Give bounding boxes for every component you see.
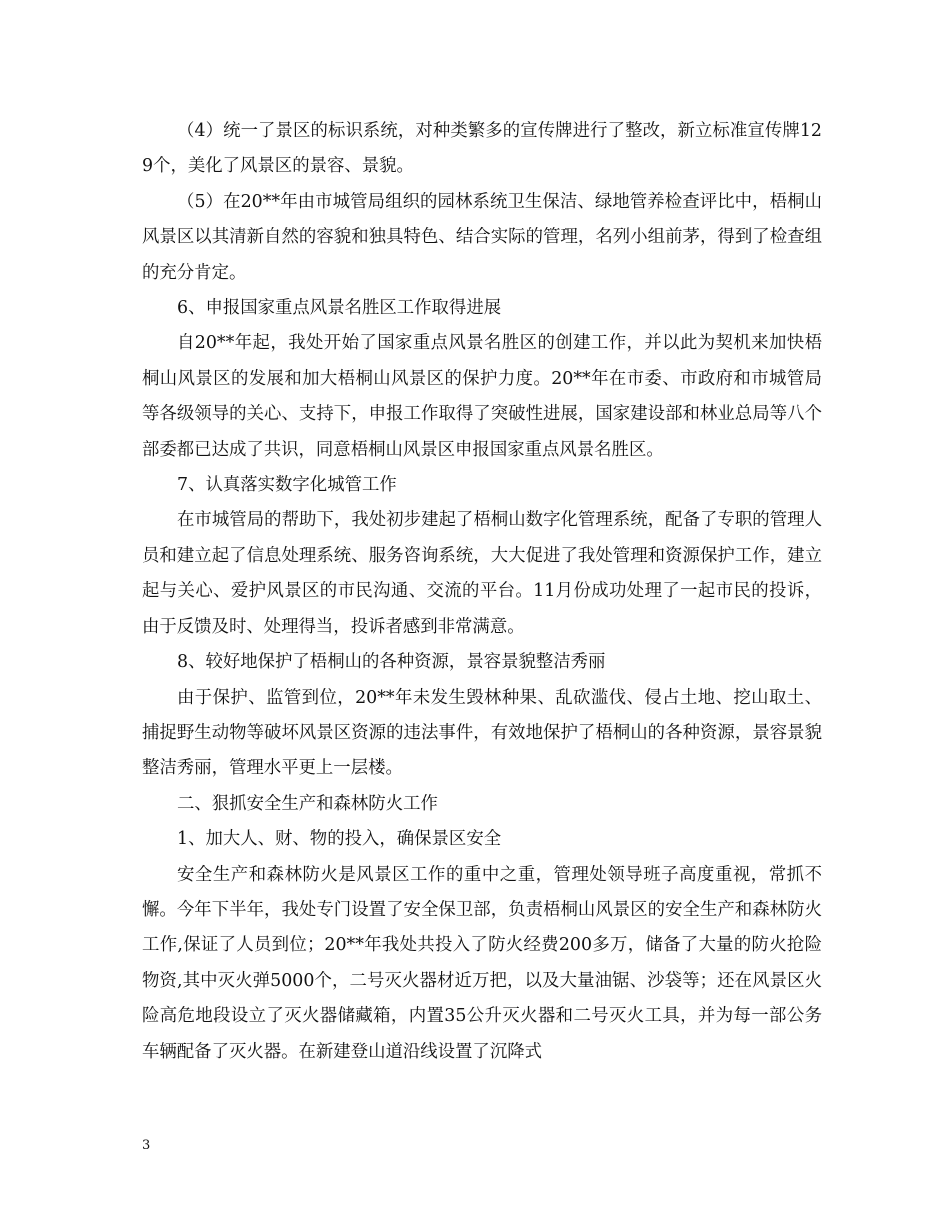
section-heading-6: 6、申报国家重点风景名胜区工作取得进展 xyxy=(177,298,502,319)
paragraph-item-4-signage: （4）统一了景区的标识系统，对种类繁多的宣传牌进行了整改，新立标准宣传牌129个，美化了风景区的景容、景貌。 xyxy=(142,121,822,177)
section-heading-1: 1、加大人、财、物的投入，确保景区安全 xyxy=(177,829,502,850)
chapter-heading-two: 二、狠抓安全生产和森林防火工作 xyxy=(177,793,438,814)
paragraph-digital-management: 在市城管局的帮助下，我处初步建起了梧桐山数字化管理系统，配备了专职的管理人员和建立起了信息处理系统、服务咨询系统，大大促进了我处管理和资源保护工作，建立起与关心、爱护风景区的市民沟通、交流的平台。11月份成功处理了一起市民的投诉，由于反馈及时、处理得当，投诉者感到非常满意。 xyxy=(142,510,822,637)
page-number: 3 xyxy=(142,1138,151,1153)
section-heading-8: 8、较好地保护了梧桐山的各种资源，景容景貌整洁秀丽 xyxy=(177,652,606,673)
document-body xyxy=(142,114,822,1070)
paragraph-fire-safety: 安全生产和森林防火是风景区工作的重中之重，管理处领导班子高度重视，常抓不懈。今年下半年，我处专门设置了安全保卫部，负责梧桐山风景区的安全生产和森林防火工作,保证了人员到位；20**年我处共投入了防火经费200多万，储备了大量的防火抢险物资,其中灭火弹5000个，二号灭火器材近万把，以及大量油锯、沙袋等；还在风景区火险高危地段设立了灭火器储藏箱，内置35公升灭火器和二号灭火工具，并为每一部公务车辆配备了灭火器。在新建登山道沿线设置了沉降式 xyxy=(142,864,822,1062)
paragraph-item-5-evaluation: （5）在20**年由市城管局组织的园林系统卫生保洁、绿地管养检查评比中，梧桐山风景区以其清新自然的容貌和独具特色、结合实际的管理，名列小组前茅，得到了检查组的充分肯定。 xyxy=(142,191,822,283)
paragraph-resource-protection: 由于保护、监管到位，20**年未发生毁林种果、乱砍滥伐、侵占土地、挖山取土、捕捉野生动物等破坏风景区资源的违法事件，有效地保护了梧桐山的各种资源，景容景貌整洁秀丽，管理水平更上一层楼。 xyxy=(142,687,822,779)
section-heading-7: 7、认真落实数字化城管工作 xyxy=(177,475,397,496)
paragraph-scenic-area-application: 自20**年起，我处开始了国家重点风景名胜区的创建工作，并以此为契机来加快梧桐山风景区的发展和加大梧桐山风景区的保护力度。20**年在市委、市政府和市城管局等各级领导的关心、支持下，申报工作取得了突破性进展，国家建设部和林业总局等八个部委都已达成了共识，同意梧桐山风景区申报国家重点风景名胜区。 xyxy=(142,333,822,460)
